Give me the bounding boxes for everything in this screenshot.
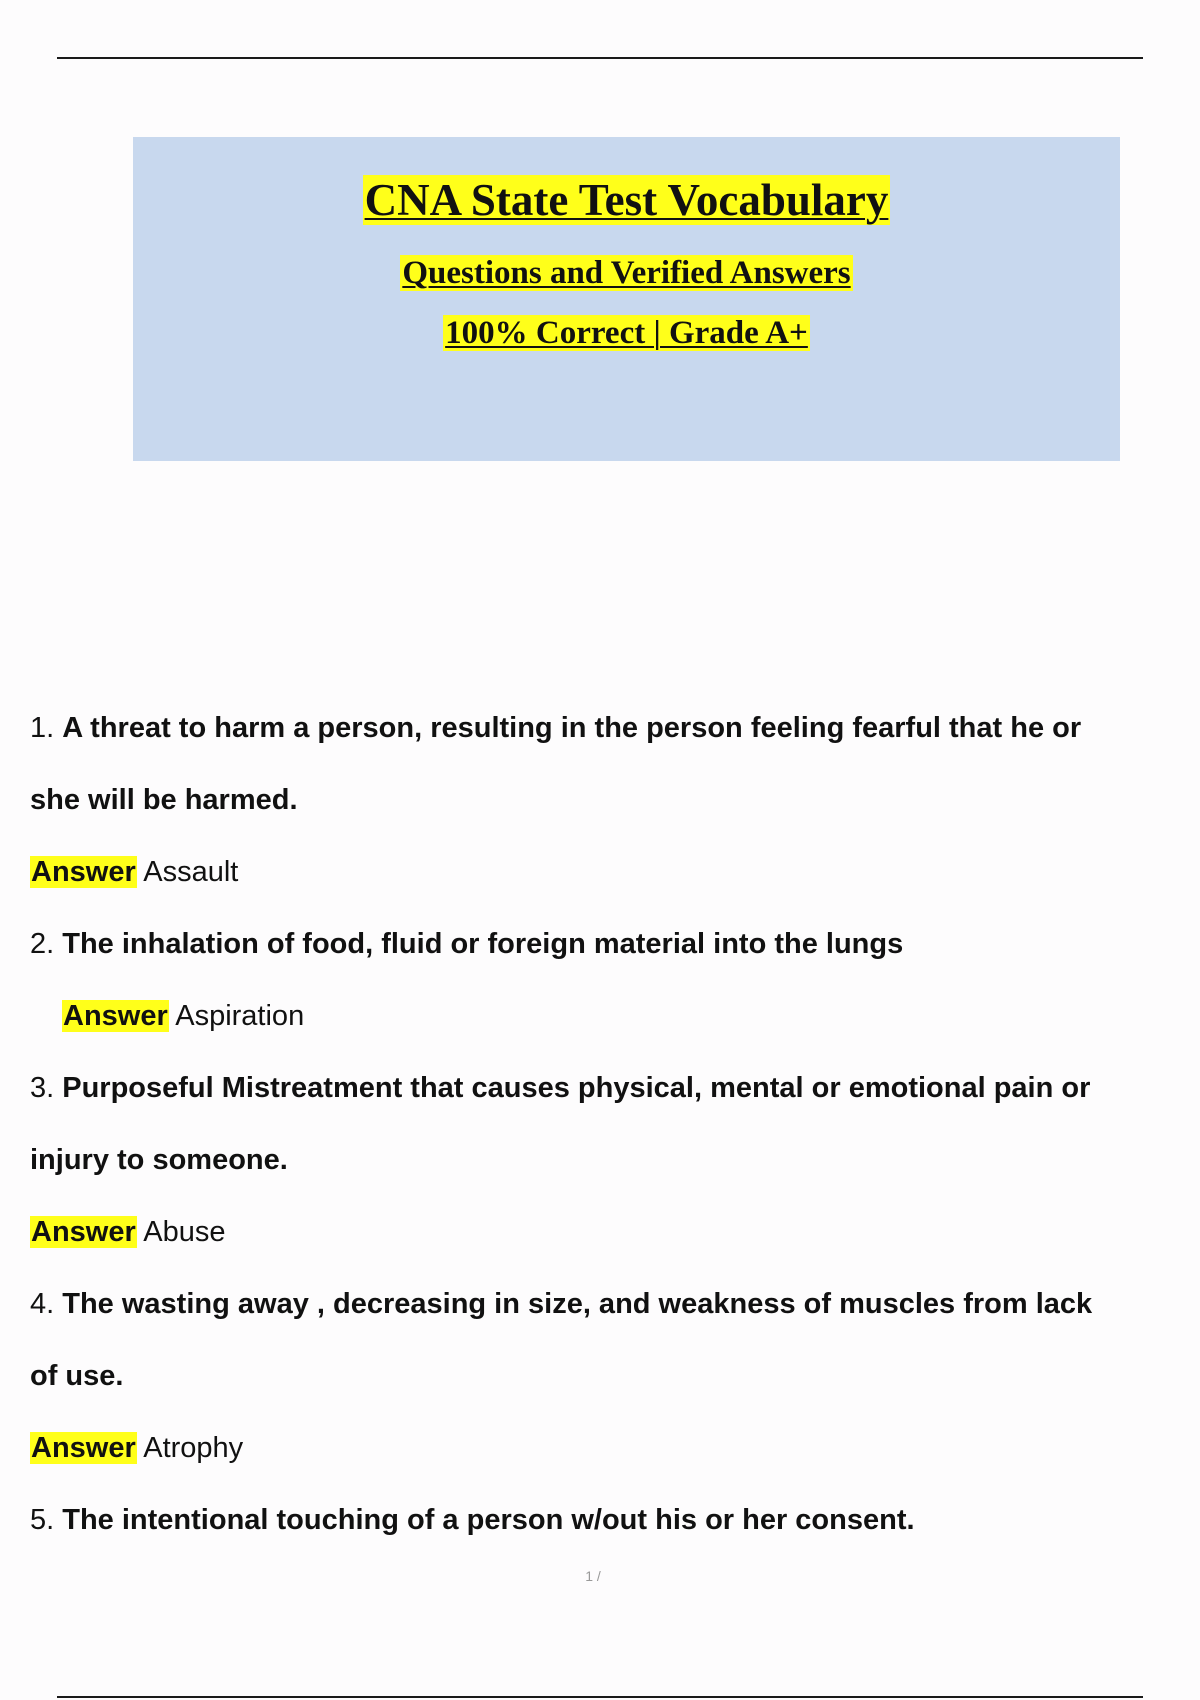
question-3-line-2: injury to someone. bbox=[30, 1144, 288, 1176]
bottom-rule bbox=[57, 1696, 1143, 1698]
question-1-line-2: she will be harmed. bbox=[30, 784, 298, 816]
answer-label: Answer bbox=[31, 1432, 136, 1464]
question-number: 1. bbox=[30, 712, 55, 744]
answer-value: Aspiration bbox=[175, 1000, 305, 1032]
question-number: 3. bbox=[30, 1072, 55, 1104]
page-number: 1 / bbox=[585, 1568, 601, 1584]
question-text: A threat to harm a person, resulting in the person feeling fearful that he or bbox=[62, 712, 1082, 744]
question-text: Purposeful Mistreatment that causes physical, mental or emotional pain or bbox=[62, 1072, 1091, 1104]
grade-line: 100% Correct | Grade A+ bbox=[445, 315, 808, 351]
answer-3 bbox=[30, 1212, 1180, 1252]
answer-value: Assault bbox=[143, 856, 239, 888]
question-4-line-1 bbox=[30, 1284, 1180, 1324]
title-banner bbox=[133, 137, 1120, 461]
document-subtitle: Questions and Verified Answers bbox=[402, 255, 851, 291]
answer-4 bbox=[30, 1428, 1180, 1468]
answer-1 bbox=[30, 852, 1180, 892]
answer-value: Atrophy bbox=[143, 1432, 244, 1464]
question-number: 5. bbox=[30, 1504, 55, 1536]
question-number: 4. bbox=[30, 1288, 55, 1320]
answer-value: Abuse bbox=[143, 1216, 226, 1248]
answer-label: Answer bbox=[63, 1000, 168, 1032]
document-title: CNA State Test Vocabulary bbox=[364, 175, 889, 225]
question-text: The inhalation of food, fluid or foreign material into the lungs bbox=[62, 928, 904, 960]
question-4-line-2: of use. bbox=[30, 1360, 124, 1392]
question-2-line-1 bbox=[30, 924, 1180, 964]
top-rule bbox=[57, 57, 1143, 59]
answer-label: Answer bbox=[31, 856, 136, 888]
question-3-line-1 bbox=[30, 1068, 1180, 1108]
question-number: 2. bbox=[30, 928, 55, 960]
question-text: The intentional touching of a person w/out his or her consent. bbox=[62, 1504, 915, 1536]
answer-2 bbox=[62, 996, 1200, 1036]
answer-label: Answer bbox=[31, 1216, 136, 1248]
question-5-line-1 bbox=[30, 1500, 1180, 1540]
question-1-line-1 bbox=[30, 708, 1180, 748]
question-text: The wasting away , decreasing in size, and weakness of muscles from lack bbox=[62, 1288, 1093, 1320]
